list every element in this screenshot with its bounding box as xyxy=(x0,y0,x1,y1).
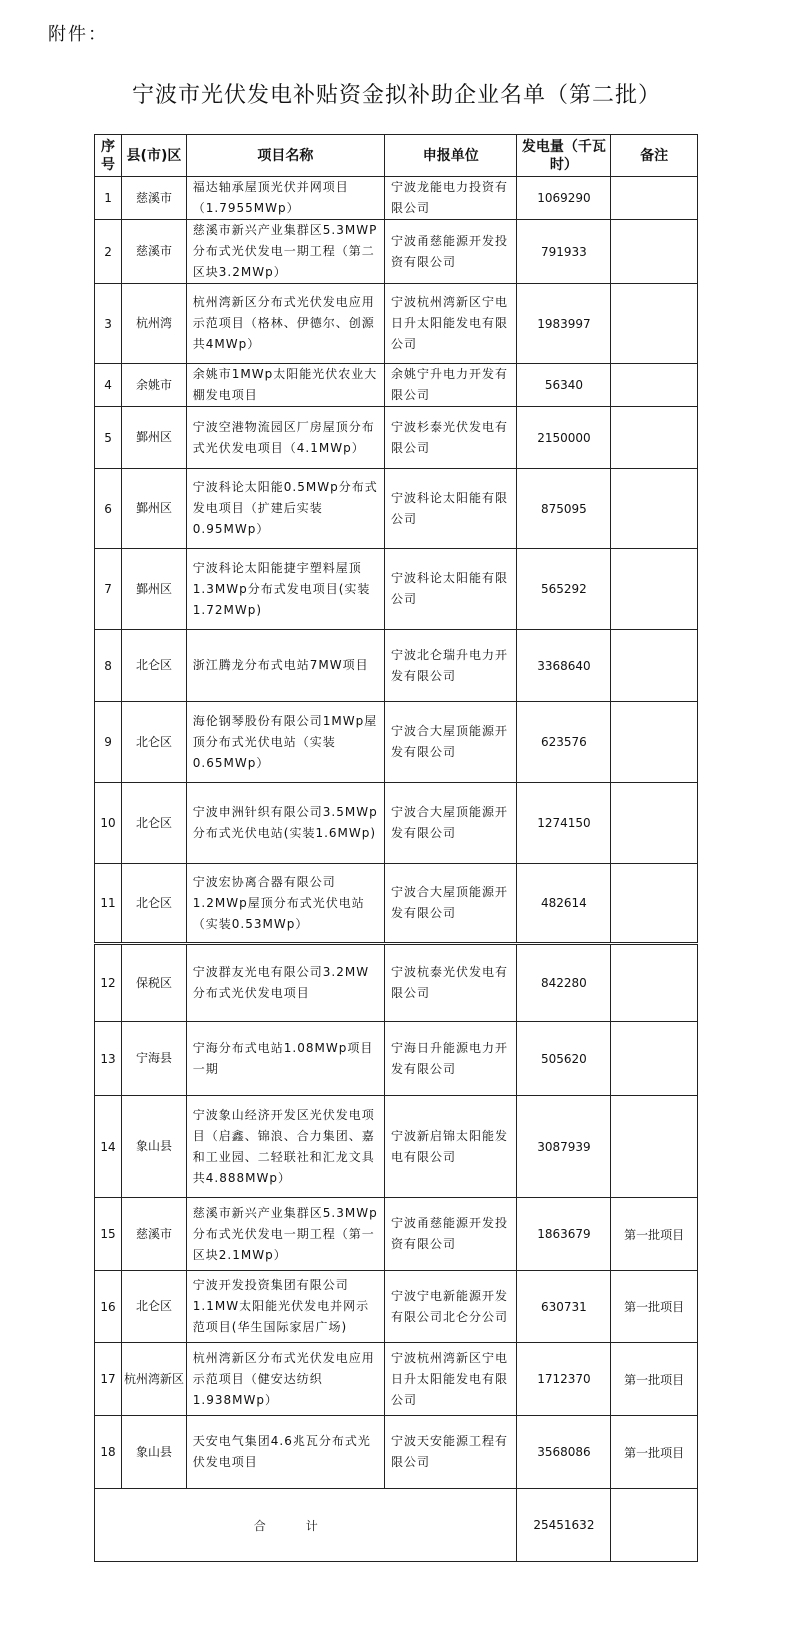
cell-unit: 宁波科论太阳能有限公司 xyxy=(384,469,516,549)
cell-power: 3368640 xyxy=(517,630,611,702)
table-row xyxy=(95,702,698,783)
cell-note: 第一批项目 xyxy=(611,1343,698,1416)
cell-power: 505620 xyxy=(517,1022,611,1096)
cell-power: 1274150 xyxy=(517,783,611,864)
cell-county: 宁海县 xyxy=(122,1022,187,1096)
cell-county: 鄞州区 xyxy=(122,469,187,549)
cell-note xyxy=(611,284,698,364)
table-row xyxy=(95,864,698,944)
cell-seq: 16 xyxy=(95,1271,122,1343)
cell-seq: 7 xyxy=(95,549,122,630)
cell-county: 慈溪市 xyxy=(122,220,187,284)
cell-project: 慈溪市新兴产业集群区5.3MWP分布式光伏发电一期工程（第二区块3.2MWp） xyxy=(186,220,384,284)
cell-note xyxy=(611,783,698,864)
cell-note: 第一批项目 xyxy=(611,1198,698,1271)
table-total-row xyxy=(95,1489,698,1562)
table-row xyxy=(95,1271,698,1343)
cell-unit: 宁波龙能电力投资有限公司 xyxy=(384,177,516,220)
cell-power: 875095 xyxy=(517,469,611,549)
table-row xyxy=(95,177,698,220)
table-row xyxy=(95,783,698,864)
cell-unit: 宁波杉泰光伏发电有限公司 xyxy=(384,407,516,469)
cell-unit: 宁波杭州湾新区宁电日升太阳能发电有限公司 xyxy=(384,284,516,364)
table-row xyxy=(95,284,698,364)
cell-unit: 宁波甬慈能源开发投资有限公司 xyxy=(384,220,516,284)
header-project: 项目名称 xyxy=(186,135,384,177)
cell-seq: 5 xyxy=(95,407,122,469)
cell-project: 宁波科论太阳能捷宇塑料屋顶1.3MWp分布式发电项目(实装1.72MWp) xyxy=(186,549,384,630)
cell-project: 宁波象山经济开发区光伏发电项目（启鑫、锦浪、合力集团、嘉和工业园、二轻联社和汇龙文具共4.888MWp） xyxy=(186,1096,384,1198)
cell-county: 北仑区 xyxy=(122,783,187,864)
cell-unit: 宁波宁电新能源开发有限公司北仑分公司 xyxy=(384,1271,516,1343)
cell-county: 余姚市 xyxy=(122,364,187,407)
cell-unit: 宁波甬慈能源开发投资有限公司 xyxy=(384,1198,516,1271)
header-county: 县(市)区 xyxy=(122,135,187,177)
cell-note xyxy=(611,364,698,407)
cell-county: 鄞州区 xyxy=(122,549,187,630)
cell-seq: 6 xyxy=(95,469,122,549)
cell-power: 1069290 xyxy=(517,177,611,220)
cell-project: 海伦钢琴股份有限公司1MWp屋顶分布式光伏电站（实装0.65MWp） xyxy=(186,702,384,783)
cell-project: 浙江腾龙分布式电站7MW项目 xyxy=(186,630,384,702)
cell-power: 1983997 xyxy=(517,284,611,364)
cell-unit: 宁波科论太阳能有限公司 xyxy=(384,549,516,630)
cell-note xyxy=(611,1022,698,1096)
cell-power: 2150000 xyxy=(517,407,611,469)
cell-project: 余姚市1MWp太阳能光伏农业大棚发电项目 xyxy=(186,364,384,407)
cell-note xyxy=(611,944,698,1022)
cell-note xyxy=(611,177,698,220)
table-row xyxy=(95,407,698,469)
cell-note xyxy=(611,549,698,630)
cell-note xyxy=(611,864,698,944)
table-row xyxy=(95,364,698,407)
cell-power: 842280 xyxy=(517,944,611,1022)
cell-power: 791933 xyxy=(517,220,611,284)
header-seq: 序号 xyxy=(95,135,122,177)
table-row xyxy=(95,1096,698,1198)
table-row xyxy=(95,220,698,284)
cell-power: 56340 xyxy=(517,364,611,407)
cell-seq: 18 xyxy=(95,1416,122,1489)
cell-note xyxy=(611,407,698,469)
cell-seq: 2 xyxy=(95,220,122,284)
cell-unit: 宁波合大屋顶能源开发有限公司 xyxy=(384,864,516,944)
cell-project: 宁海分布式电站1.08MWp项目一期 xyxy=(186,1022,384,1096)
cell-county: 保税区 xyxy=(122,944,187,1022)
header-note: 备注 xyxy=(611,135,698,177)
cell-seq: 8 xyxy=(95,630,122,702)
cell-note xyxy=(611,630,698,702)
cell-project: 杭州湾新区分布式光伏发电应用示范项目（格林、伊德尔、创源共4MWp） xyxy=(186,284,384,364)
cell-county: 北仑区 xyxy=(122,702,187,783)
cell-seq: 1 xyxy=(95,177,122,220)
cell-power: 3568086 xyxy=(517,1416,611,1489)
cell-note xyxy=(611,1096,698,1198)
cell-county: 杭州湾 xyxy=(122,284,187,364)
cell-seq: 17 xyxy=(95,1343,122,1416)
cell-power: 3087939 xyxy=(517,1096,611,1198)
cell-unit: 宁波新启锦太阳能发电有限公司 xyxy=(384,1096,516,1198)
cell-project: 慈溪市新兴产业集群区5.3MWp分布式光伏发电一期工程（第一区块2.1MWp） xyxy=(186,1198,384,1271)
total-power: 25451632 xyxy=(517,1489,611,1562)
cell-county: 象山县 xyxy=(122,1416,187,1489)
cell-note: 第一批项目 xyxy=(611,1271,698,1343)
cell-project: 天安电气集团4.6兆瓦分布式光伏发电项目 xyxy=(186,1416,384,1489)
cell-county: 慈溪市 xyxy=(122,1198,187,1271)
cell-unit: 余姚宁升电力开发有限公司 xyxy=(384,364,516,407)
cell-unit: 宁波合大屋顶能源开发有限公司 xyxy=(384,702,516,783)
cell-seq: 13 xyxy=(95,1022,122,1096)
cell-unit: 宁波合大屋顶能源开发有限公司 xyxy=(384,783,516,864)
page-title: 宁波市光伏发电补贴资金拟补助企业名单（第二批） xyxy=(131,83,661,108)
cell-note xyxy=(611,220,698,284)
cell-power: 623576 xyxy=(517,702,611,783)
cell-seq: 10 xyxy=(95,783,122,864)
cell-unit: 宁海日升能源电力开发有限公司 xyxy=(384,1022,516,1096)
total-label: 合计 xyxy=(95,1489,517,1562)
cell-unit: 宁波杭州湾新区宁电日升太阳能发电有限公司 xyxy=(384,1343,516,1416)
cell-seq: 14 xyxy=(95,1096,122,1198)
cell-project: 宁波群友光电有限公司3.2MW分布式光伏发电项目 xyxy=(186,944,384,1022)
cell-county: 慈溪市 xyxy=(122,177,187,220)
table-row xyxy=(95,549,698,630)
cell-project: 宁波空港物流园区厂房屋顶分布式光伏发电项目（4.1MWp） xyxy=(186,407,384,469)
cell-project: 宁波宏协离合器有限公司1.2MWp屋顶分布式光伏电站（实装0.53MWp） xyxy=(186,864,384,944)
cell-project: 福达轴承屋顶光伏并网项目（1.7955MWp） xyxy=(186,177,384,220)
header-unit: 申报单位 xyxy=(384,135,516,177)
cell-note: 第一批项目 xyxy=(611,1416,698,1489)
cell-unit: 宁波天安能源工程有限公司 xyxy=(384,1416,516,1489)
cell-project: 宁波申洲针织有限公司3.5MWp分布式光伏电站(实装1.6MWp) xyxy=(186,783,384,864)
table-header-row xyxy=(95,135,698,177)
cell-seq: 12 xyxy=(95,944,122,1022)
cell-power: 1712370 xyxy=(517,1343,611,1416)
table-row xyxy=(95,1343,698,1416)
cell-seq: 4 xyxy=(95,364,122,407)
cell-county: 鄞州区 xyxy=(122,407,187,469)
table-row xyxy=(95,630,698,702)
cell-seq: 9 xyxy=(95,702,122,783)
cell-seq: 15 xyxy=(95,1198,122,1271)
cell-county: 杭州湾新区 xyxy=(122,1343,187,1416)
cell-power: 1863679 xyxy=(517,1198,611,1271)
cell-county: 象山县 xyxy=(122,1096,187,1198)
subsidy-table xyxy=(94,134,698,1562)
cell-unit: 宁波北仑瑞升电力开发有限公司 xyxy=(384,630,516,702)
total-note xyxy=(611,1489,698,1562)
table-row xyxy=(95,1416,698,1489)
cell-project: 宁波科论太阳能0.5MWp分布式发电项目（扩建后实装0.95MWp） xyxy=(186,469,384,549)
attachment-label: 附件： xyxy=(48,24,108,45)
table-row xyxy=(95,1022,698,1096)
table-row xyxy=(95,1198,698,1271)
cell-power: 630731 xyxy=(517,1271,611,1343)
cell-seq: 3 xyxy=(95,284,122,364)
cell-county: 北仑区 xyxy=(122,1271,187,1343)
cell-county: 北仑区 xyxy=(122,630,187,702)
cell-county: 北仑区 xyxy=(122,864,187,944)
cell-unit: 宁波杭泰光伏发电有限公司 xyxy=(384,944,516,1022)
table-row xyxy=(95,469,698,549)
table-row xyxy=(95,944,698,1022)
header-power: 发电量（千瓦时） xyxy=(517,135,611,177)
cell-note xyxy=(611,469,698,549)
cell-seq: 11 xyxy=(95,864,122,944)
cell-power: 482614 xyxy=(517,864,611,944)
cell-power: 565292 xyxy=(517,549,611,630)
cell-note xyxy=(611,702,698,783)
cell-project: 杭州湾新区分布式光伏发电应用示范项目（健安达纺织1.938MWp） xyxy=(186,1343,384,1416)
cell-project: 宁波开发投资集团有限公司1.1MW太阳能光伏发电并网示范项目(华生国际家居广场) xyxy=(186,1271,384,1343)
